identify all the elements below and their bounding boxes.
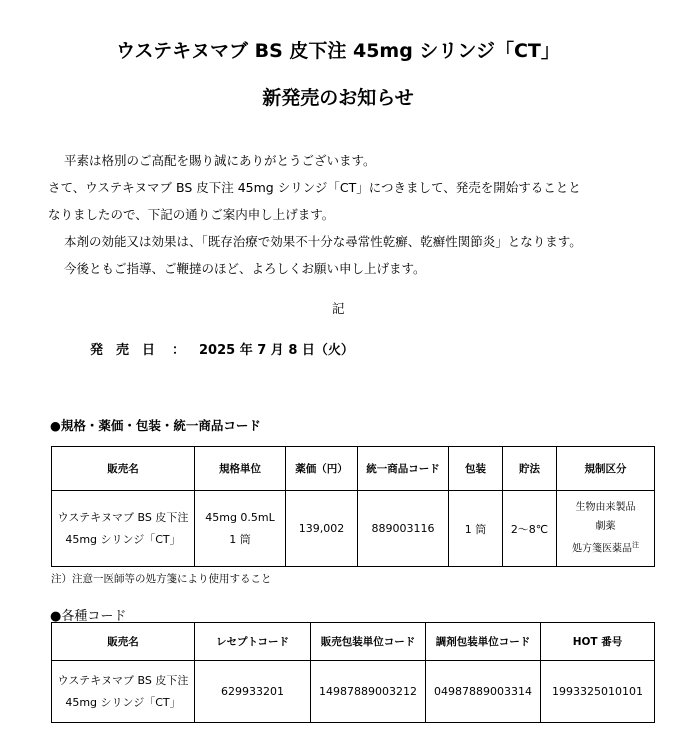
spec-cell-regulation <box>557 491 655 567</box>
spec-table <box>51 446 655 567</box>
code-cell-receipt: 629933201 <box>195 661 311 723</box>
paragraph-announcement-1: さて、ウステキヌマブ BS 皮下注 45mg シリンジ「CT」につきまして、発売を開始することと <box>48 180 581 195</box>
spec-footnote: 注）注意一医師等の処方箋により使用すること <box>51 573 272 585</box>
release-date-colon: ： <box>172 343 186 358</box>
spec-reg-line1: 生物由来製品 <box>575 502 636 514</box>
spec-reg-line3: 処方箋医薬品 <box>572 543 632 555</box>
spec-cell-name <box>52 491 195 567</box>
spec-unit-line2: 1 筒 <box>229 532 251 546</box>
paragraph-indication: 本剤の効能又は効果は、「既存治療で効果不十分な尋常性乾癬、乾癬性関節炎」となります。 <box>64 234 582 249</box>
code-name-line1: ウステキヌマブ BS 皮下注 <box>57 673 189 687</box>
spec-header-storage: 貯法 <box>503 447 557 491</box>
spec-header-name: 販売名 <box>52 447 195 491</box>
paragraph-announcement-2: なりましたので、下記の通りご案内申し上げます。 <box>48 207 335 222</box>
code-header-name: 販売名 <box>52 623 195 661</box>
document-subtitle: 新発売のお知らせ <box>262 87 414 109</box>
code-header-hot: HOT 番号 <box>541 623 655 661</box>
spec-header-regulation: 規制区分 <box>557 447 655 491</box>
release-date-value: 2025 年 7 月 8 日（火） <box>199 343 354 358</box>
code-cell-sales-pkg: 14987889003212 <box>311 661 426 723</box>
code-header-disp-pkg: 調剤包装単位コード <box>426 623 541 661</box>
spec-reg-line3-wrap <box>557 536 654 558</box>
spec-unit-line1: 45mg 0.5mL <box>205 510 275 524</box>
code-cell-disp-pkg: 04987889003314 <box>426 661 541 723</box>
code-cell-hot: 1993325010101 <box>541 661 655 723</box>
table-row <box>52 661 655 723</box>
spec-reg-line2: 劇薬 <box>595 521 616 533</box>
code-table <box>51 622 655 723</box>
spec-header-code: 統一商品コード <box>358 447 449 491</box>
spec-cell-code: 889003116 <box>358 491 449 567</box>
paragraph-closing: 今後ともご指導、ご鞭撻のほど、よろしくお願い申し上げます。 <box>64 261 426 276</box>
release-date-label: 発 売 日 <box>90 343 156 358</box>
document-title: ウステキヌマブ BS 皮下注 45mg シリンジ「CT」 <box>116 40 560 62</box>
spec-cell-package: 1 筒 <box>449 491 503 567</box>
ki-mark: 記 <box>332 301 345 316</box>
spec-header-price: 薬価（円） <box>286 447 358 491</box>
code-section-heading: ●各種コード <box>50 609 127 624</box>
spec-cell-price: 139,002 <box>286 491 358 567</box>
code-header-sales-pkg: 販売包装単位コード <box>311 623 426 661</box>
spec-section-heading: ●規格・薬価・包装・統一商品コード <box>50 418 261 433</box>
code-header-receipt: レセプトコード <box>195 623 311 661</box>
table-row <box>52 491 655 567</box>
spec-header-unit: 規格単位 <box>195 447 286 491</box>
spec-cell-unit <box>195 491 286 567</box>
spec-cell-storage: 2～8℃ <box>503 491 557 567</box>
paragraph-greeting: 平素は格別のご高配を賜り誠にありがとうございます。 <box>64 153 376 168</box>
code-cell-name <box>52 661 195 723</box>
spec-reg-note-mark: 注 <box>632 541 639 550</box>
spec-name-line1: ウステキヌマブ BS 皮下注 <box>57 510 189 524</box>
spec-name-line2: 45mg シリンジ「CT」 <box>65 532 181 546</box>
spec-header-package: 包装 <box>449 447 503 491</box>
code-name-line2: 45mg シリンジ「CT」 <box>65 695 181 709</box>
